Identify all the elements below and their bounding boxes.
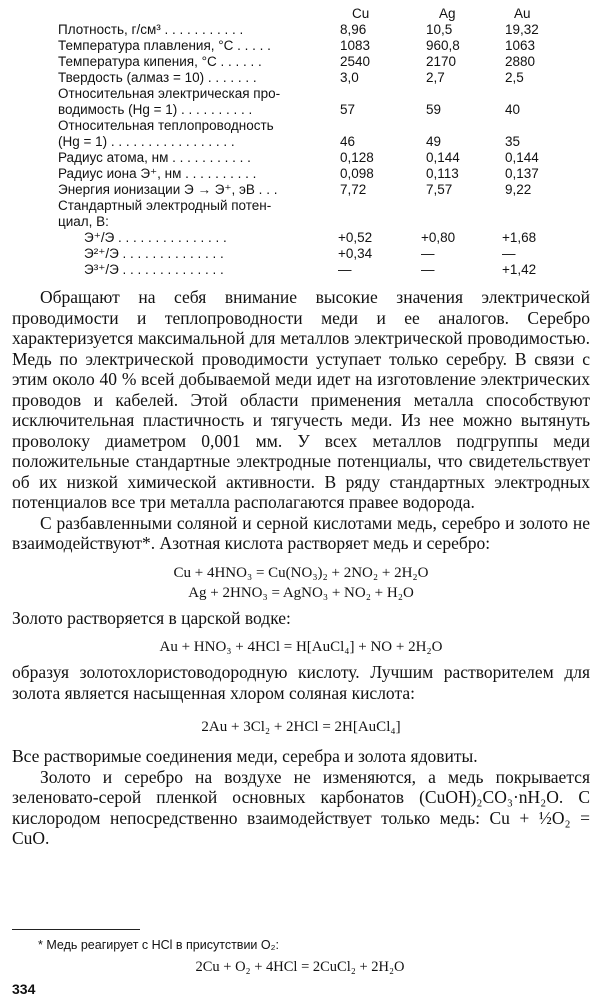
table-row	[58, 22, 568, 38]
cell-cu: 0,128	[340, 150, 374, 165]
row-label: Радиус иона Э⁺, нм . . . . . . . . . .	[58, 166, 257, 181]
cell-au: +1,68	[502, 230, 537, 245]
cell-au: 19,32	[505, 22, 539, 37]
cell-ag: —	[421, 262, 435, 277]
row-label: Относительная теплопроводность	[58, 118, 274, 133]
potential-row	[58, 230, 568, 246]
cell-au: 0,137	[505, 166, 539, 181]
table-row	[58, 182, 568, 198]
body-text	[12, 287, 590, 849]
table-row	[58, 150, 568, 166]
table-row	[58, 134, 568, 150]
cell-cu: —	[338, 262, 352, 277]
cell-au: 1063	[505, 38, 536, 53]
cell-cu: 1083	[340, 38, 371, 53]
cell-ag: 2170	[426, 54, 457, 69]
paragraph-aqua-regia: Золото растворяется в царской водке:	[12, 607, 291, 628]
paragraph-chloroauric-acid: образуя золотохлористоводородную кислоту. Лучшим растворителем для золота является насыщенная хлором соляная кислота:	[12, 662, 590, 703]
column-header-au: Au	[514, 6, 531, 21]
cell-au: 35	[505, 134, 521, 149]
cell-au: 2,5	[505, 70, 524, 85]
cell-ag: 59	[426, 102, 442, 117]
table-row	[58, 102, 568, 118]
cell-ag: +0,80	[421, 230, 456, 245]
table-row	[58, 54, 568, 70]
cell-au: 40	[505, 102, 521, 117]
cell-ag: 0,144	[426, 150, 460, 165]
table-row	[58, 198, 568, 214]
cell-cu: 7,72	[340, 182, 367, 197]
cell-cu: 0,098	[340, 166, 374, 181]
equation-ag-nitric: Ag + 2HNO₃ = AgNO₃ + NO₂ + H₂O	[188, 584, 414, 601]
equation-au-aqua-regia: Au + HNO₃ + 4HCl = H[AuCl₄] + NO + 2H₂O	[159, 639, 443, 655]
cell-ag: —	[421, 246, 435, 261]
cell-cu: 57	[340, 102, 356, 117]
row-label: Относительная электрическая про-	[58, 86, 281, 101]
cell-cu: 2540	[340, 54, 371, 69]
row-label: водимость (Hg = 1) . . . . . . . . . .	[58, 102, 253, 117]
row-label: циал, В:	[58, 214, 109, 229]
column-header-ag: Ag	[439, 6, 456, 21]
cell-au: 9,22	[505, 182, 532, 197]
cell-cu: 3,0	[340, 70, 359, 85]
cell-au: 0,144	[505, 150, 539, 165]
equation-cu-nitric: Cu + 4HNO₃ = Cu(NO₃)₂ + 2NO₂ + 2H₂O	[173, 564, 429, 581]
cell-au: +1,42	[502, 262, 537, 277]
cell-cu: +0,34	[338, 246, 373, 261]
page-number: 334	[12, 981, 36, 997]
cell-ag: 2,7	[426, 70, 445, 85]
row-label: Температура кипения, °C . . . . . .	[58, 54, 262, 69]
row-label: Э³⁺/Э . . . . . . . . . . . . . .	[84, 262, 224, 277]
row-label: Стандартный электродный потен-	[58, 198, 272, 213]
potential-row	[58, 246, 568, 262]
row-label: Плотность, г/см³ . . . . . . . . . . .	[58, 22, 244, 37]
paragraph-acids: С разбавленными соляной и серной кислотами медь, серебро и золото не взаимодействуют*. Азотная кислота растворяет медь и серебро:	[12, 512, 590, 553]
table-row	[58, 38, 568, 54]
cell-cu: +0,52	[338, 230, 373, 245]
cell-ag: 7,57	[426, 182, 453, 197]
paragraph-conductivity: Обращают на себя внимание высокие значения электрической проводимости и теплопроводности меди и ее аналогов. Серебро характеризуется максимальной для металлов электрической проводимостью. Медь по электрической проводимости уступает только серебру. В связи с этим около 40 % всей добываемой меди идет на изготовление электрических проводов и кабелей. Этой области применения металла способствуют исключительная пластичность и тягучесть меди. Из нее можно вытянуть проволоку диаметром 0,001 мм. У всех металлов подгруппы меди положительные стандартные электродные потенциалы, что свидетельствует об их низкой химической активности. В ряду стандартных электродных потенциалов все три металла располагаются правее водорода.	[12, 287, 590, 512]
row-label: Температура плавления, °C . . . . .	[58, 38, 271, 53]
row-label: Э²⁺/Э . . . . . . . . . . . . . .	[84, 246, 224, 261]
cell-ag: 960,8	[426, 38, 460, 53]
table-row	[58, 86, 568, 102]
paragraph-air-oxidation: Золото и серебро на воздухе не изменяются, а медь покрывается зеленовато-серой пленкой основных карбонатов (CuOH)₂CO₃·nH₂O. С кислородом непосредственно взаимодействует только медь: Cu + ½O₂ = CuO.	[12, 766, 590, 848]
cell-cu: 46	[340, 134, 356, 149]
footnote-text: * Медь реагирует с HCl в присутствии O₂:	[38, 938, 279, 952]
row-label: Энергия ионизации Э → Э⁺, эВ . . .	[58, 182, 278, 197]
equation-au-chlorine: 2Au + 3Cl₂ + 2HCl = 2H[AuCl₄]	[201, 719, 401, 735]
footnote-equation: 2Cu + O₂ + 4HCl = 2CuCl₂ + 2H₂O	[195, 959, 405, 975]
cell-ag: 49	[426, 134, 442, 149]
cell-ag: 10,5	[426, 22, 453, 37]
table-row	[58, 166, 568, 182]
paragraph-toxicity: Все растворимые соединения меди, серебра и золота ядовиты.	[12, 746, 478, 766]
table-row	[58, 70, 568, 86]
cell-cu: 8,96	[340, 22, 367, 37]
row-label: Э⁺/Э . . . . . . . . . . . . . . .	[84, 230, 227, 245]
table-row	[58, 214, 568, 230]
cell-au: 2880	[505, 54, 536, 69]
cell-au: —	[502, 246, 516, 261]
table-row	[58, 118, 568, 134]
properties-table	[58, 6, 568, 278]
potential-row	[58, 262, 568, 278]
column-header-cu: Cu	[352, 6, 370, 21]
table-header-row	[58, 6, 568, 22]
row-label: Радиус атома, нм . . . . . . . . . . .	[58, 150, 251, 165]
row-label: (Hg = 1) . . . . . . . . . . . . . . . . .	[58, 134, 235, 149]
cell-ag: 0,113	[426, 166, 459, 181]
footnote-divider	[12, 929, 140, 930]
row-label: Твердость (алмаз = 10) . . . . . . .	[58, 70, 257, 85]
